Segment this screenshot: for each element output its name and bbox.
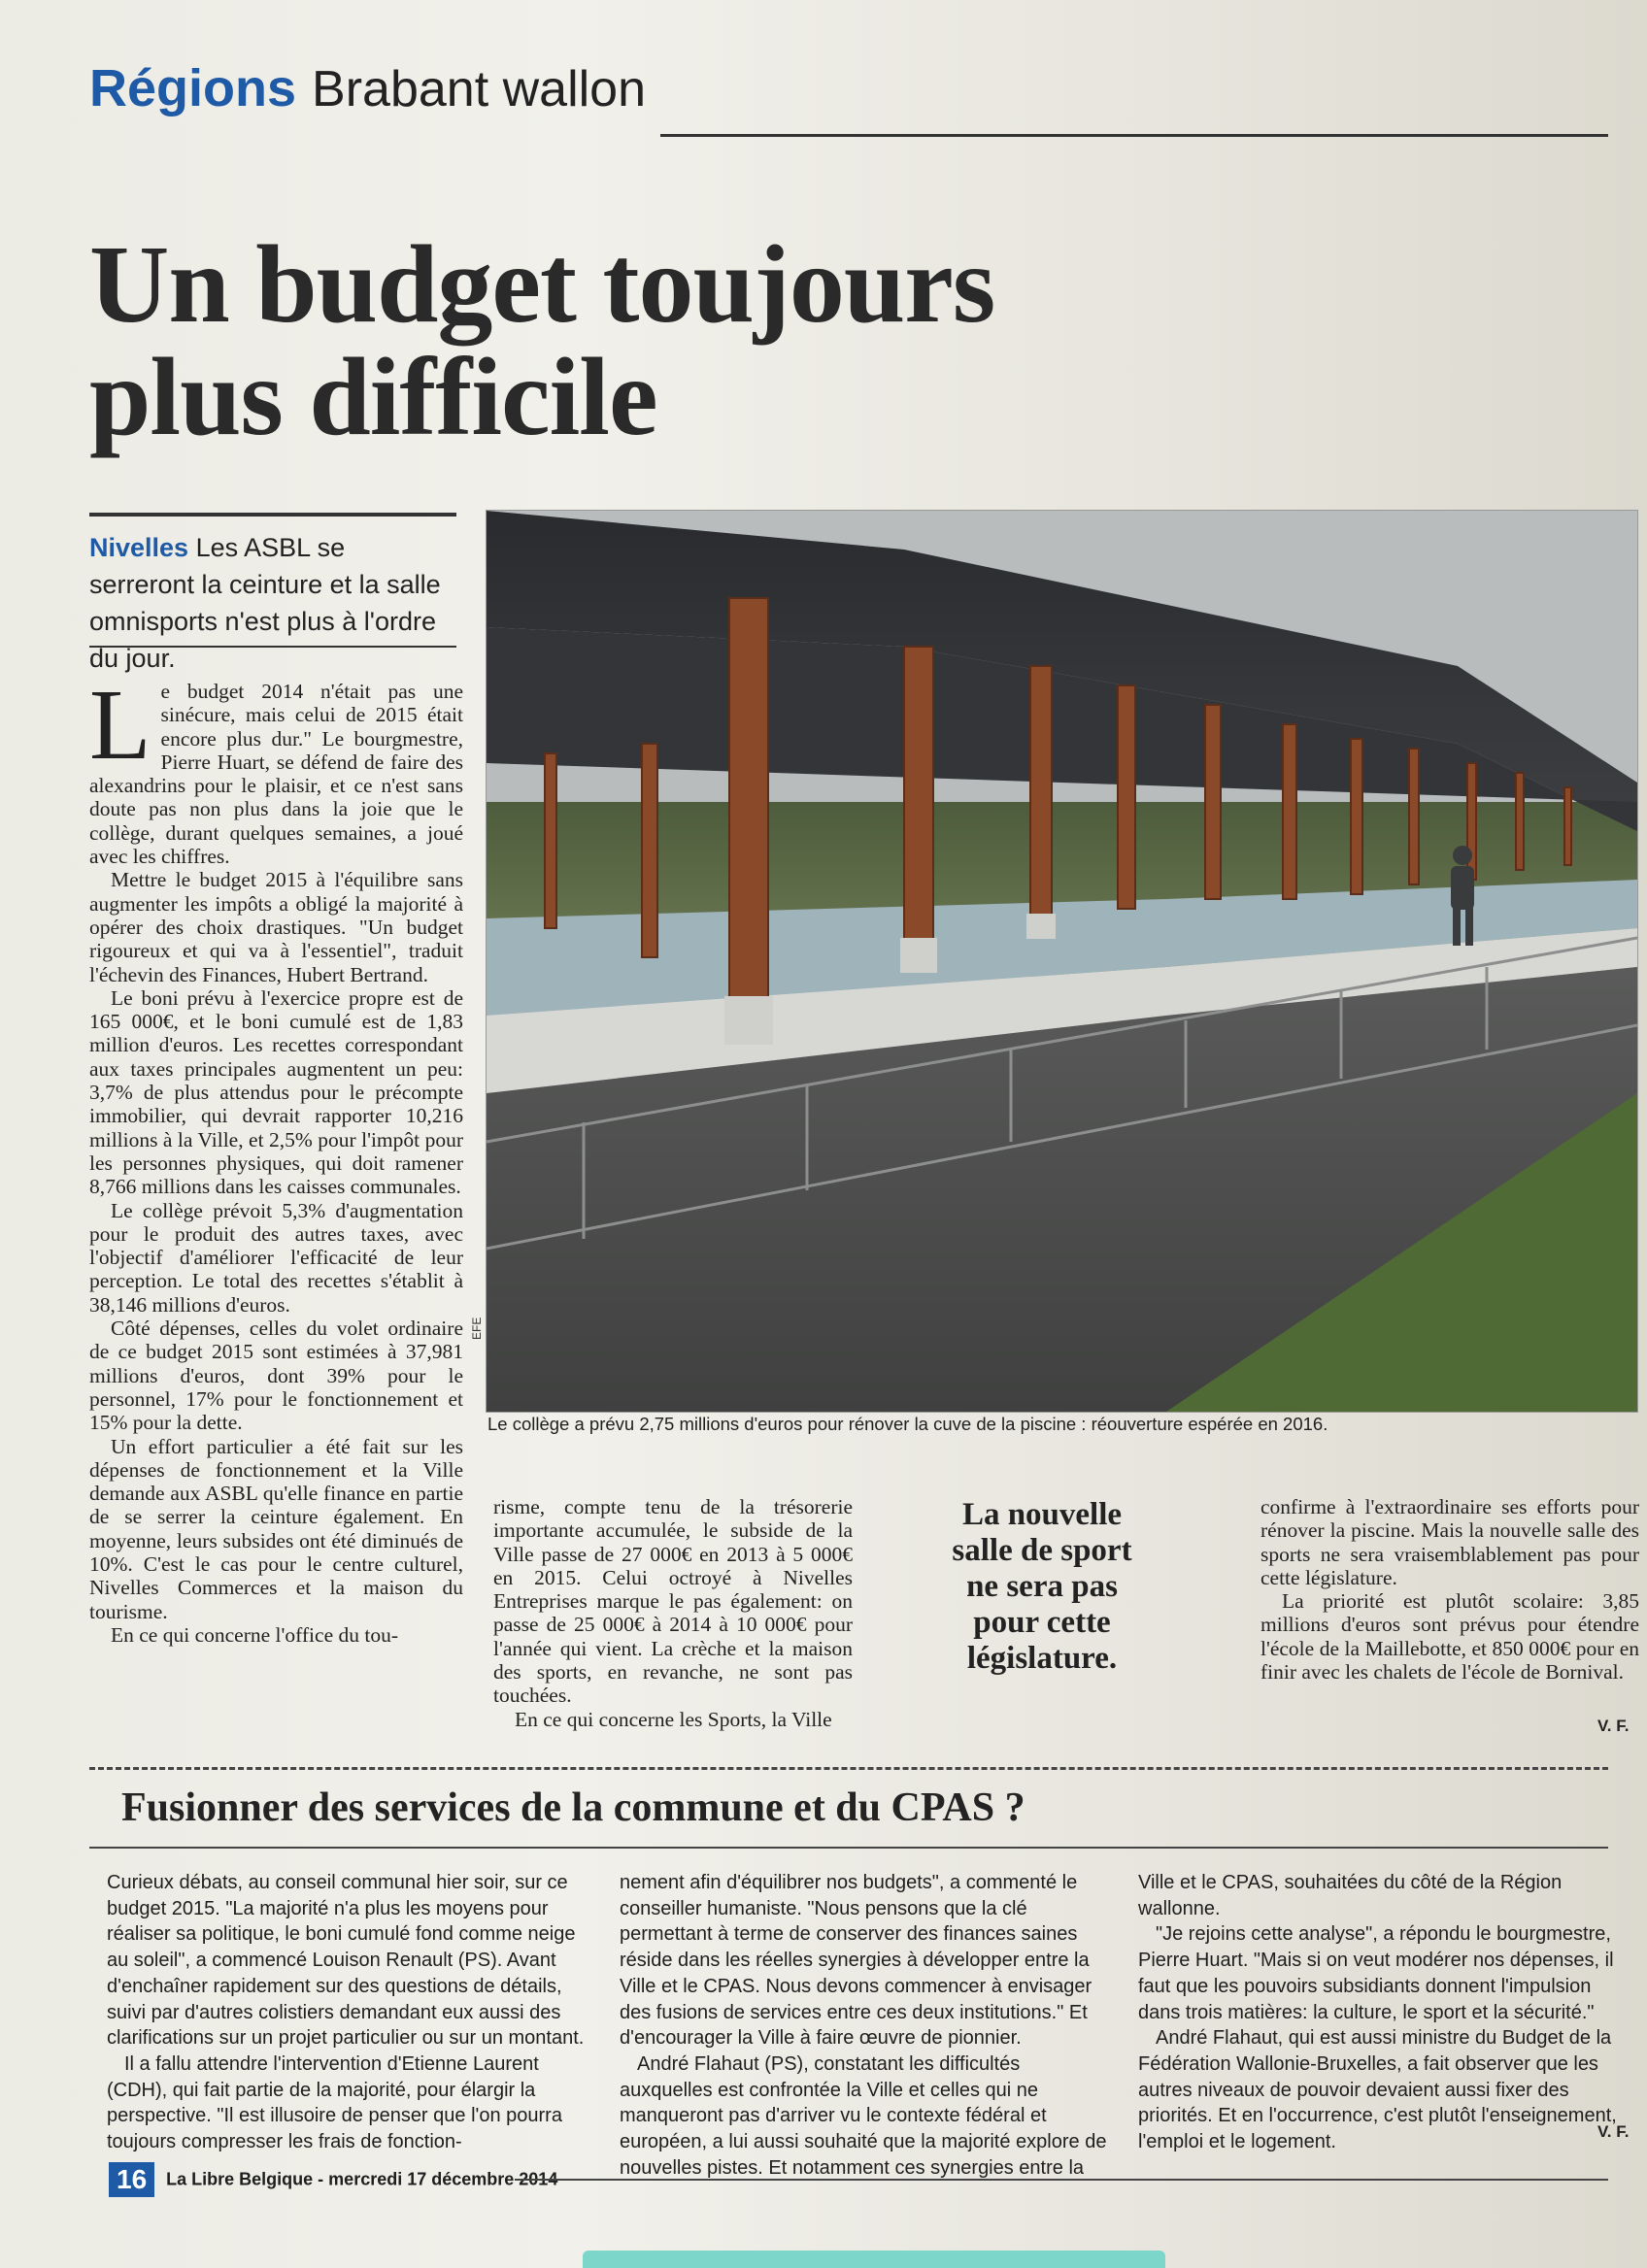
article-signature: V. F.	[1597, 1717, 1630, 1735]
article-paragraph: Le collège prévoit 5,3% d'augmentation pour le produit des autres taxes, avec l'objectif d'améliorer l'efficacité de leur perception. Le total des recettes s'établit à 38,146 millions d'euros.	[89, 1198, 463, 1317]
section-rubric	[89, 58, 646, 126]
bottom-sticker	[583, 2251, 1165, 2268]
sidebar-paragraph: Ville et le CPAS, souhaitées du côté de la Région wallonne.	[1138, 1872, 1563, 1919]
swimming-pool-photo	[486, 510, 1638, 1413]
sidebar-paragraph: Il a fallu attendre l'intervention d'Etienne Laurent (CDH), qui fait partie de la majorité, pour élargir la perspective. "Il est illusoire de penser que l'on pourra toujours compresser les frais de fonction-	[107, 2052, 562, 2153]
sidebar-column-1	[107, 1870, 597, 2155]
region-label: Brabant wallon	[312, 61, 647, 117]
section-label: Régions	[89, 59, 297, 117]
sidebar-paragraph: Curieux débats, au conseil communal hier soir, sur ce budget 2015. "La majorité n'a plus les moyens pour réaliser sa politique, le boni cumulé fond comme neige au soleil", a commencé Louison Renault (PS). Avant d'enchaîner rapidement sur des questions de détails, suivi par d'autres colistiers demandant eux aussi des clarifications sur un projet particulier ou sur un montant.	[107, 1872, 585, 2050]
sidebar-paragraph: nement afin d'équilibrer nos budgets", a commenté le conseiller humaniste. "Nous pensons que la clé permettant à terme de conserver des finances saines réside dans les réelles synergies à développer entre la Ville et le CPAS. Nous devons commencer à envisager des fusions de services entre ces deux institutions." Et d'encourager la Ville à faire œuvre de pionnier.	[620, 1872, 1092, 2050]
sidebar-title-rule	[89, 1847, 1608, 1849]
sidebar-title: Fusionner des services de la commune et du CPAS ?	[121, 1785, 1025, 1830]
article-paragraph: Le budget 2014 n'était pas une sinécure, mais celui de 2015 était encore plus dur." Le bourgmestre, Pierre Huart, se défend de faire des alexandrins pour le plaisir, et ce n'est sans doute pas non plus dans la joie que le collège, durant quelques semaines, a joué avec les chiffres.	[89, 669, 463, 869]
article-paragraph: La priorité est plutôt scolaire: 3,85 millions d'euros sont prévus pour étendre l'école de la Maillebotte, et 850 000€ pour en finir avec les chalets de l'école de Bornival.	[1260, 1589, 1639, 1684]
article-paragraph: risme, compte tenu de la trésorerie importante accumulée, le subside de la Ville passe de 27 000€ en 2013 à 5 000€ en 2015. Celui octroyé à Nivelles Entreprises marque le pas également: on passe de 25 000€ à 2014 à 10 000€ pour l'année qui vient. La crèche et la maison des sports, en revanche, ne sont pas touchées.	[493, 1495, 853, 1708]
publication-line: La Libre Belgique - mercredi 17 décembre 2014	[166, 2169, 558, 2189]
photo-caption: Le collège a prévu 2,75 millions d'euros pour rénover la cuve de la piscine : réouverture espérée en 2016.	[487, 1414, 1328, 1434]
sidebar-paragraph: André Flahaut (PS), constatant les difficultés auxquelles est confrontée la Ville et celles qui ne manqueront pas d'arriver vu le contexte fédéral et européen, a lui aussi souhaité que la majorité explore de nouvelles pistes. Et notamment ces synergies entre la	[620, 2052, 1107, 2179]
article-paragraph: Un effort particulier a été fait sur les dépenses de fonctionnement et la Ville demande aux ASBL qu'elle finance en partie de se serrer la ceinture également. En moyenne, leurs subsides ont été diminués de 10%. C'est le cas pour le centre culturel, Nivelles Commerces et la maison du tourisme.	[89, 1434, 463, 1623]
headline: Un budget toujours plus difficile	[89, 222, 995, 458]
pull-quote: La nouvelle salle de sport ne sera pas pour cette législature.	[952, 1497, 1132, 1676]
lead-text: Les ASBL se serreront la ceinture et la salle omnisports n'est plus à l'ordre du jour.	[89, 533, 441, 673]
photo-credit: EFE	[470, 1317, 484, 1340]
header-rule	[660, 134, 1608, 137]
lead-bottom-rule	[89, 646, 456, 648]
sidebar-paragraph: André Flahaut, qui est aussi ministre du Budget de la Fédération Wallonie-Bruxelles, a fait observer que les autres niveaux de pouvoir devaient aussi fixer des priorités. Et en l'occurrence, c'est plutôt l'enseignement, l'emploi et le logement.	[1138, 2027, 1617, 2153]
footer-rule	[515, 2179, 1608, 2181]
sidebar-paragraph: "Je rejoins cette analyse", a répondu le bourgmestre, Pierre Huart. "Mais si on veut modérer nos dépenses, il faut que les pouvoirs subsidiants donnent l'impulsion dans trois matières: la culture, le sport et la sécurité."	[1138, 1923, 1614, 2023]
article-column-4	[1260, 1495, 1639, 1684]
lead-paragraph	[89, 529, 456, 677]
article-paragraph: En ce qui concerne les Sports, la Ville	[515, 1707, 832, 1731]
page-number: 16	[109, 2162, 154, 2197]
sidebar-column-3	[1138, 1870, 1638, 2155]
lead-top-rule	[89, 513, 456, 517]
sidebar-signature: V. F.	[1597, 2122, 1630, 2141]
sidebar-dashed-rule	[89, 1767, 1608, 1770]
dropcap: L	[89, 669, 151, 781]
article-paragraph: Le boni prévu à l'exercice propre est de 165 000€, et le boni cumulé est de 1,83 million d'euros. Les recettes correspondant aux taxes principales augmentent un peu: 3,7% de plus attendus pour le précompte immobilier, qui devrait rapporter 10,216 millions à la Ville, et 2,5% pour l'impôt pour les personnes physiques, qui doit ramener 8,766 millions dans les caisses communales.	[89, 985, 463, 1199]
article-paragraph: Mettre le budget 2015 à l'équilibre sans augmenter les impôts a obligé la majorité à opérer des choix drastiques. "Un budget rigoureux et qui va à l'essentiel", traduit l'échevin des Finances, Hubert Bertrand.	[89, 868, 463, 986]
page-footer	[109, 2162, 557, 2197]
article-column-2	[493, 1495, 853, 1731]
article-paragraph: En ce qui concerne l'office du tou-	[111, 1622, 398, 1647]
lead-kicker: Nivelles	[89, 533, 189, 562]
article-paragraph: confirme à l'extraordinaire ses efforts pour rénover la piscine. Mais la nouvelle salle des sports ne sera vraisemblablement pas pour cette législature.	[1260, 1495, 1639, 1589]
article-column-1	[89, 669, 463, 1647]
sidebar-column-2	[620, 1870, 1115, 2181]
article-paragraph: Côté dépenses, celles du volet ordinaire de ce budget 2015 sont estimées à 37,981 millions d'euros, dont 39% pour le personnel, 17% pour le fonctionnement et 15% pour la dette.	[89, 1317, 463, 1435]
